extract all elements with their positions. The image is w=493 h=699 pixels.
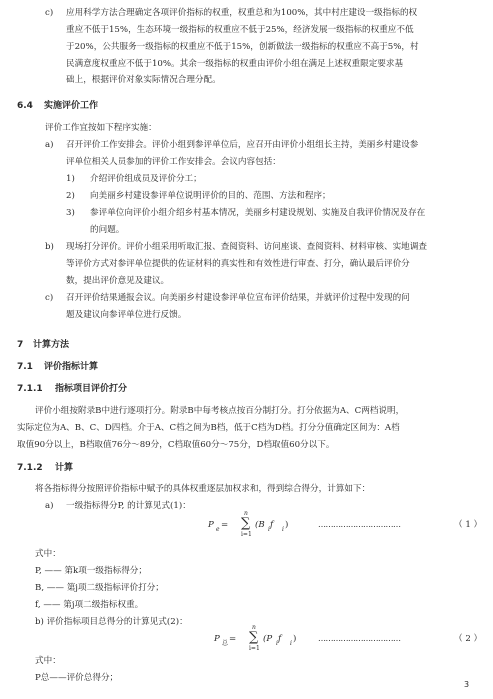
item-c-line-1: 应用科学方法合理确定各项评价指标的权重，权重总和为100%，其中村庄建设一级指标的权 [66, 8, 418, 18]
formula-1-body-sub2: i [282, 526, 284, 533]
item-c-line-4: 民满意度权重应不低于10%。其余一级指标的权重由评价小组在满足上述权重限定要求基 [66, 59, 404, 69]
calc-a-label: a) [45, 501, 54, 511]
step-b-line-1: 现场打分评价。评价小组采用听取汇报、查阅资料、访问座谈、查阅资料、材料审核、实地调查 [66, 242, 427, 252]
formula-2-lhs-sub: 总 [222, 640, 229, 647]
page-number: 3 [464, 680, 470, 689]
sub-1-label: 1) [66, 174, 75, 184]
sub-3-line-2: 的问题。 [90, 225, 125, 235]
formula-2-number: （ 2 ） [454, 634, 483, 644]
sub-1-text: 介绍评价组成员及评价分工； [90, 174, 202, 184]
formula-2-lhs: P [214, 634, 220, 644]
section-6-4-intro: 评价工作宜按如下程序实施： [45, 123, 157, 133]
sub-3-label: 3) [66, 208, 75, 218]
section-7-title: 计算方法 [33, 340, 70, 350]
section-7-number: 7 [17, 340, 24, 350]
formula-2-body-sub1: i [276, 640, 278, 647]
formula-2-body-end: ) [293, 634, 297, 644]
step-a-line-2: 评单位相关人员参加的评价工作安排会。会议内容包括： [66, 157, 281, 167]
formula-2 [214, 624, 488, 660]
step-b-line-2: 等评价方式对参评单位提供的佐证材料的真实性和有效性进行审查、打分，确认最后评价分 [66, 259, 410, 269]
step-c-line-2: 题及建议向参评单位进行反馈。 [66, 310, 187, 320]
item-c-line-2: 重应不低于15%，生态环境一级指标的权重应不低于25%，经济发展一级指标的权重应不低 [66, 25, 414, 35]
formula-1-leader: …………………………… [318, 520, 401, 529]
sub-2-text: 向美丽乡村建设参评单位说明评价的目的、范围、方法和程序； [90, 191, 331, 201]
where-label-2: 式中： [35, 656, 61, 666]
section-7-1-2-line-1: 将各指标得分按照评价指标中赋予的具体权重逐层加权求和，得到综合得分，计算如下： [35, 484, 371, 494]
step-a-line-1: 召开评价工作安排会。评价小组到参评单位后，应召开由评价小组组长主持，美丽乡村建设参 [66, 140, 419, 150]
formula-1-body: (B [255, 520, 265, 530]
formula-2-lower: i=1 [249, 645, 260, 652]
section-7-1-2-number: 7.1.2 [17, 463, 43, 473]
formula-1-body-mid: f [270, 520, 274, 530]
formula-2-sum: ∑ [249, 630, 259, 645]
section-7-1-title: 评价指标计算 [44, 362, 99, 372]
section-7-1-number: 7.1 [17, 362, 33, 372]
where-1-item-1: P, —— 第k项一级指标得分； [35, 566, 147, 576]
section-7-1-1-line-1: 评价小组按附录B中进行逐项打分。附录B中每考核点按百分制打分。打分依据为A、C两档说明， [35, 406, 405, 416]
where-1-item-3: f, —— 第j项二级指标权重。 [35, 600, 144, 610]
step-c-label: c) [45, 293, 54, 303]
formula-1-number: （ 1 ） [454, 520, 483, 530]
item-c-label: c) [45, 8, 54, 18]
calc-b-text: b) 评价指标项目总得分的计算见式(2)： [35, 617, 188, 627]
section-7-1-1-line-2: 实际定位为A、B、C、D四档。介于A、C档之间为B档，低于C档为D档。打分分值确定区间为：A档 [17, 423, 400, 433]
formula-2-leader: …………………………… [318, 634, 401, 643]
step-a-label: a) [45, 140, 54, 150]
formula-1-body-sub1: i [268, 526, 270, 533]
step-b-line-3: 数，提出评价意见及建议。 [66, 276, 170, 286]
item-c-line-3: 于20%，公共服务一级指标的权重应不低于15%，创新做法一级指标的权重应不高于5%，村 [66, 42, 419, 52]
where-2-item-1: P总——评价总得分； [35, 673, 119, 683]
section-7-1-2-title: 计算 [55, 463, 74, 473]
formula-2-equals: = [229, 634, 237, 644]
formula-2-body: (P [263, 634, 273, 644]
sub-3-line-1: 参评单位向评价小组介绍乡村基本情况，美丽乡村建设规划、实施及自我评价情况及存在 [90, 208, 426, 218]
section-6-4-title: 实施评价工作 [44, 101, 99, 111]
formula-2-body-sub2: i [290, 640, 292, 647]
formula-1-upper: n [244, 510, 248, 517]
section-7-1-1-title: 指标项目评价打分 [55, 384, 128, 394]
where-label-1: 式中： [35, 549, 61, 559]
formula-1-lower: i=1 [241, 531, 252, 538]
where-1-item-2: B, —— 第j项二级指标评价打分； [35, 583, 164, 593]
calc-a-text: 一级指标得分P, 的计算见式(1)： [66, 501, 191, 511]
formula-1-equals: = [221, 520, 229, 530]
item-c-line-5: 础上，根据评价对象实际情况合理分配。 [66, 75, 221, 85]
formula-2-body-mid: f [278, 634, 282, 644]
formula-2-upper: n [252, 624, 256, 631]
formula-1-sum: ∑ [241, 516, 251, 531]
step-b-label: b) [45, 242, 54, 252]
formula-1-body-end: ) [285, 520, 289, 530]
formula-1 [208, 510, 488, 546]
section-7-1-1-line-3: 取值90分以上，B档取值76分～89分，C档取值60分～75分，D档取值60分以下。 [17, 440, 335, 450]
step-c-line-1: 召开评价结果通报会议。向美丽乡村建设参评单位宣布评价结果，并就评价过程中发现的问 [66, 293, 410, 303]
section-6-4-number: 6.4 [17, 101, 33, 111]
sub-2-label: 2) [66, 191, 75, 201]
section-7-1-1-number: 7.1.1 [17, 384, 43, 394]
formula-1-lhs: P [208, 520, 214, 530]
formula-1-lhs-sub: e [216, 526, 220, 533]
